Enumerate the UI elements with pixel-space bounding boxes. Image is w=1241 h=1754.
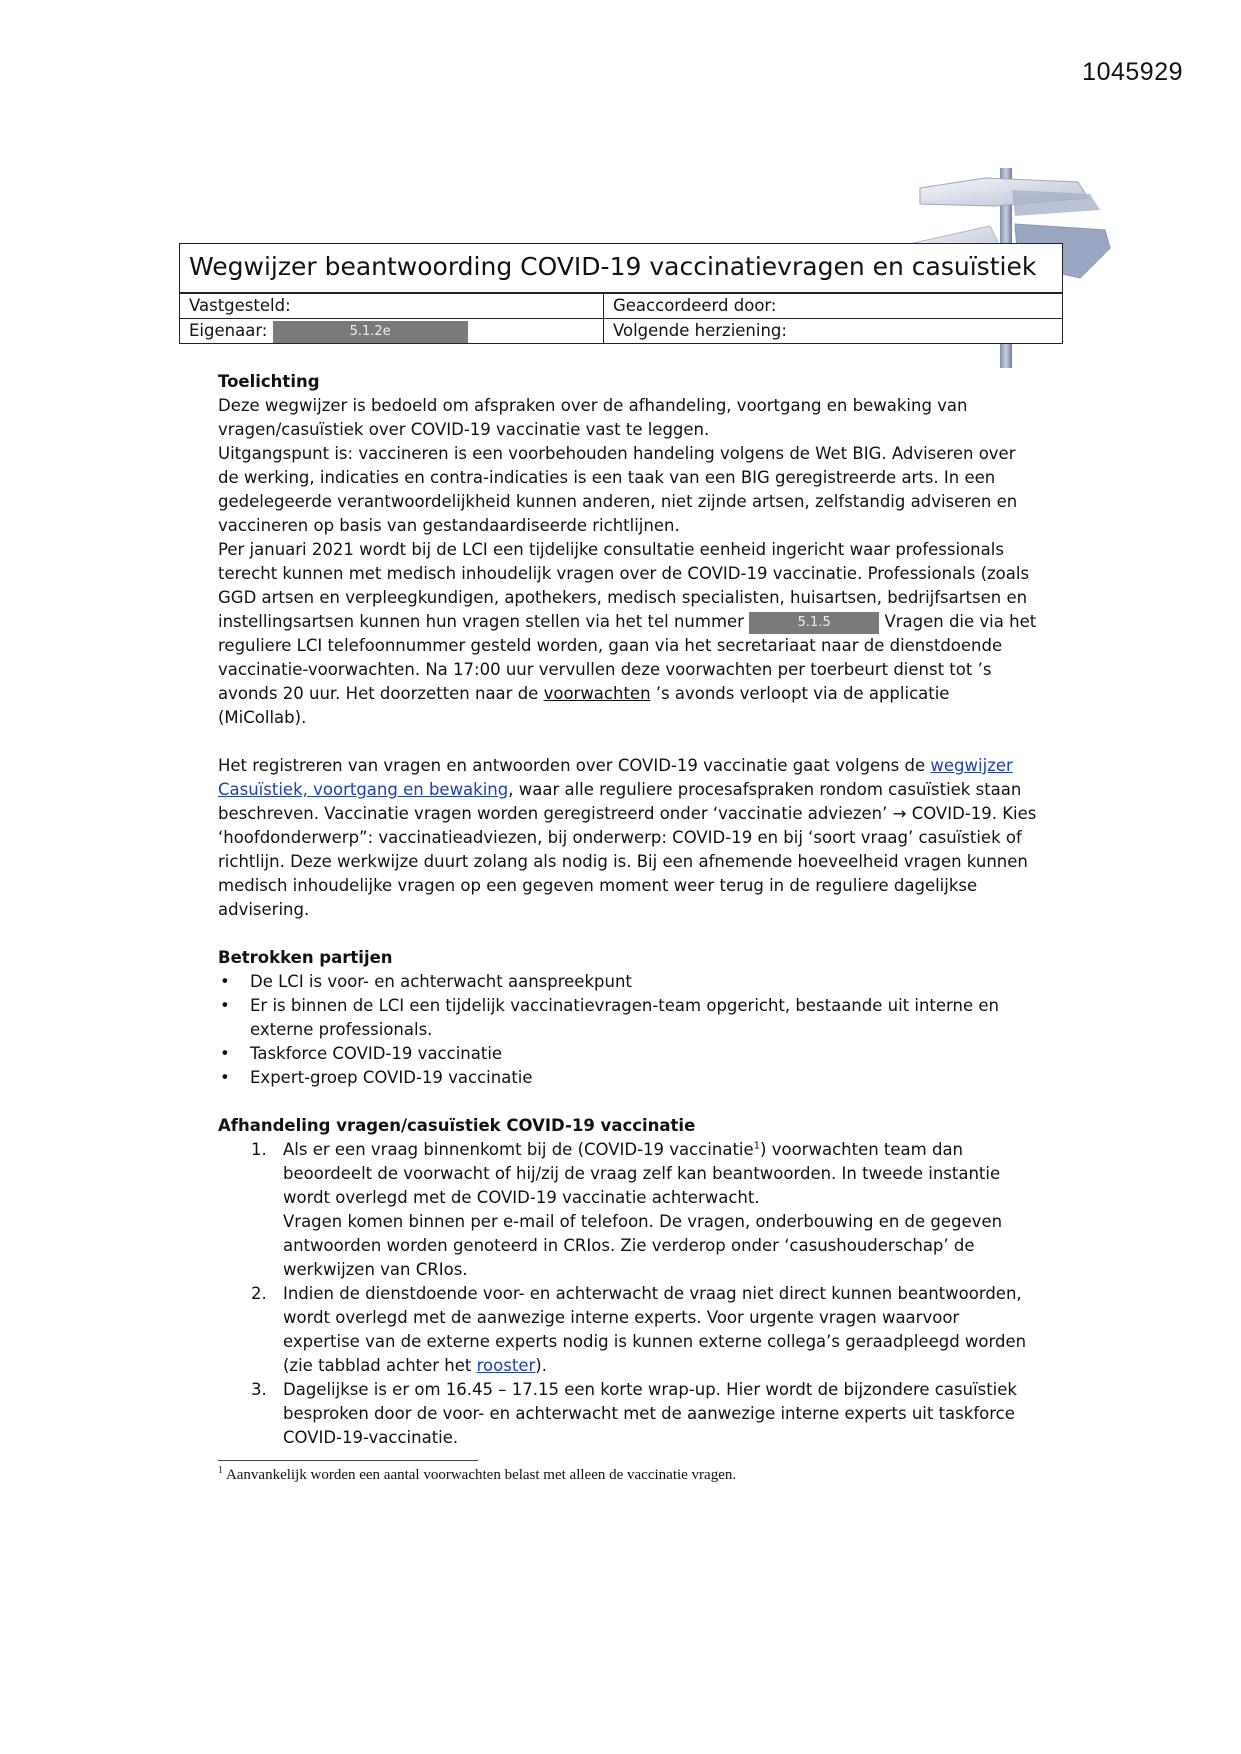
herziening-label: Volgende herziening: (613, 321, 787, 340)
document-number: 1045929 (1082, 58, 1183, 86)
partijen-heading: Betrokken partijen (218, 948, 393, 967)
list-item (218, 1282, 1038, 1378)
partijen-list (218, 970, 1038, 1090)
paragraph-4-text-b: , waar alle reguliere procesafspraken rondom casuïstiek staan beschreven. Vaccinatie vragen worden geregistreerd onder ‘vaccinatie adviezen’ → COVID-19. Kies ‘hoofdonderwerp”: vaccinatieadviezen, bij onderwerp: COVID-19 en bij ‘soort vraag’ casuïstiek of richtlijn. Deze werkwijze duurt zolang als nodig is. Bij een afnemende hoeveelheid vragen kunnen medisch inhoudelijke vragen op een gegeven moment weer terug in de reguliere dagelijkse advisering. (218, 780, 1037, 919)
list-item (218, 1378, 1038, 1450)
list-item: • Er is binnen de LCI een tijdelijk vaccinatievragen-team opgericht, bestaande uit interne en externe professionals. (218, 994, 1038, 1042)
item-number: 1. (251, 1140, 267, 1159)
list-item (218, 1138, 1038, 1282)
item-number: 2. (251, 1284, 267, 1303)
phone-redaction: 5.1.5 (749, 612, 879, 634)
paragraph-3-text-b: Vragen die via het reguliere LCI telefoonnummer gesteld worden, gaan via het secretariaat naar de dienstdoende vaccinatie-voorwachten. Na 17:00 uur vervullen deze voorwachten per toerbeurt dienst tot ’s avonds 20 uur. Het doorzetten naar de (218, 612, 1037, 703)
item-2-text-a: Indien de dienstdoende voor- en achterwacht de vraag niet direct kunnen beantwoorden, wordt overlegd met de aanwezige interne experts. Voor urgente vragen waarvoor expertise van de externe experts nodig is kunnen externe collega’s geraadpleegd worden (zie tabblad achter het (283, 1284, 1027, 1375)
afhandeling-heading: Afhandeling vragen/casuïstiek COVID-19 vaccinatie (218, 1116, 696, 1135)
paragraph-3-text-a: Per januari 2021 wordt bij de LCI een tijdelijke consultatie eenheid ingericht waar professionals terecht kunnen met medisch inhoudelijk vragen over de COVID-19 vaccinatie. Professionals (zoals GGD artsen en verpleegkundigen, apothekers, medisch specialisten, huisartsen, bedrijfsartsen en instellingsartsen kunnen hun vragen stellen via het tel nummer (218, 540, 1030, 631)
item-1-text-b: ) voorwachten team dan beoordeelt de voorwacht of hij/zij de vraag zelf kan beantwoorden. In tweede instantie wordt overlegd met de COVID-19 vaccinatie achterwacht. (283, 1140, 1001, 1207)
voorwachten-link[interactable]: voorwachten (543, 684, 651, 703)
eigenaar-cell (180, 319, 604, 343)
item-1-text-a: Als er een vraag binnenkomt bij de (COVID-19 vaccinatie (283, 1140, 754, 1159)
vastgesteld-label: Vastgesteld: (180, 294, 604, 318)
document-title: Wegwijzer beantwoording COVID-19 vaccinatievragen en casuïstiek (180, 244, 1062, 293)
footnote-text: Aanvankelijk worden een aantal voorwachten belast met alleen de vaccinatie vragen. (225, 1467, 737, 1483)
header-row-2 (180, 318, 1062, 343)
list-item: • Expert-groep COVID-19 vaccinatie (218, 1066, 1038, 1090)
item-1-text-c: Vragen komen binnen per e-mail of telefoon. De vragen, onderbouwing en de gegeven antwoorden worden genoteerd in CRIos. Zie verderop onder ‘casushouderschap’ de werkwijzen van CRIos. (283, 1212, 1003, 1279)
geaccordeerd-label: Geaccordeerd door: (613, 296, 777, 315)
paragraph-3-text-c: ’s avonds verloopt via de applicatie (MiCollab). (218, 684, 950, 727)
document-body (218, 370, 1038, 1485)
paragraph-4-text-a: Het registreren van vragen en antwoorden over COVID-19 vaccinatie gaat volgens de (218, 756, 926, 775)
toelichting-paragraph-3 (218, 538, 1038, 730)
wegwijzer-casuistiek-link[interactable]: wegwijzer Casuïstiek, voortgang en bewaking (218, 756, 1013, 799)
list-item: • De LCI is voor- en achterwacht aanspreekpunt (218, 970, 1038, 994)
header-row-1 (180, 293, 1062, 318)
footnote-separator (218, 1460, 478, 1461)
item-3-text: Dagelijkse is er om 16.45 – 17.15 een korte wrap-up. Hier wordt de bijzondere casuïstiek besproken door de voor- en achterwacht met de aanwezige interne experts uit taskforce COVID-19-vaccinatie. (283, 1380, 1017, 1447)
item-2-text-b: ). (535, 1356, 547, 1375)
toelichting-heading: Toelichting (218, 372, 320, 391)
eigenaar-redaction: 5.1.2e (273, 321, 468, 343)
document-header-table (179, 243, 1063, 344)
toelichting-paragraph-4 (218, 754, 1038, 922)
footnote-ref[interactable]: 1 (753, 1140, 761, 1152)
footnote (218, 1465, 1038, 1485)
footnote-number: 1 (218, 1465, 223, 1476)
list-item: • Taskforce COVID-19 vaccinatie (218, 1042, 1038, 1066)
toelichting-paragraph-2: Uitgangspunt is: vaccineren is een voorbehouden handeling volgens de Wet BIG. Adviseren over de werking, indicaties en contra-indicaties is een taak van een BIG geregistreerde arts. In een gedelegeerde verantwoordelijkheid kunnen anderen, niet zijnde artsen, zelfstandig adviseren en vaccineren op basis van gestandaardiseerde richtlijnen. (218, 444, 1018, 535)
item-number: 3. (251, 1380, 267, 1399)
afhandeling-list (218, 1138, 1038, 1450)
toelichting-paragraph-1: Deze wegwijzer is bedoeld om afspraken over de afhandeling, voortgang en bewaking van vragen/casuïstiek over COVID-19 vaccinatie vast te leggen. (218, 396, 968, 439)
eigenaar-label: Eigenaar: (189, 321, 268, 340)
rooster-link[interactable]: rooster (476, 1356, 536, 1375)
